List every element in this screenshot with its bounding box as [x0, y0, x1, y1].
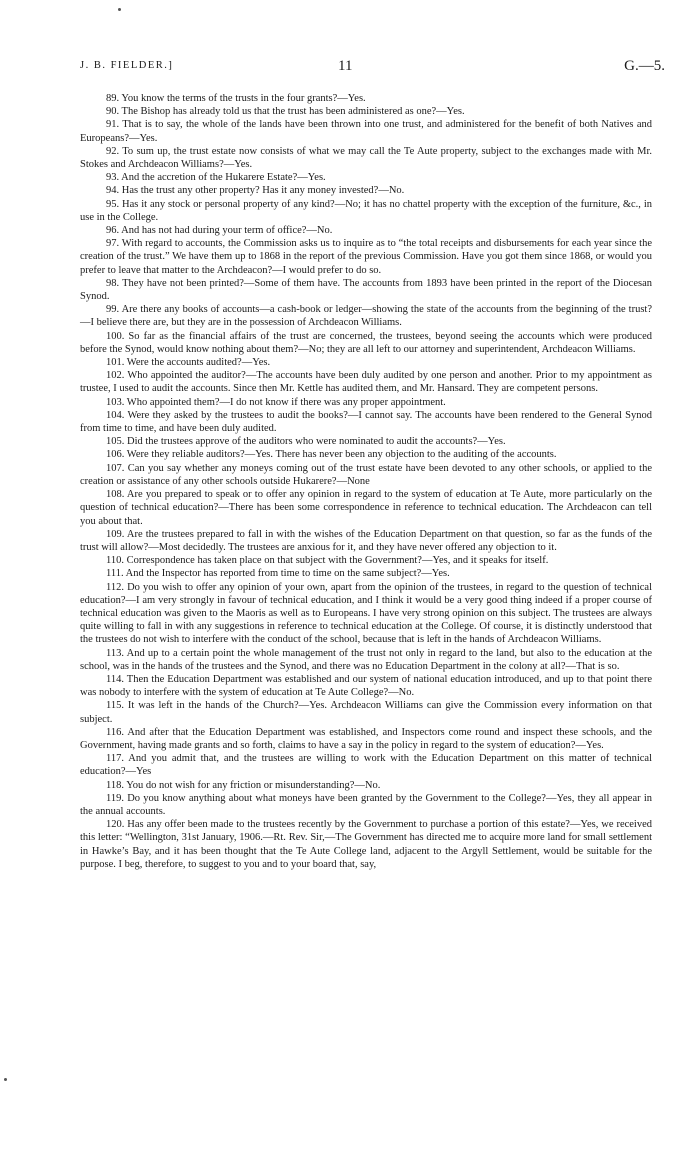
question-paragraph: 97. With regard to accounts, the Commission asks us to inquire as to “the total receipts and disbursements for each year since the creation of the trust.” We have them up to 1868 in the report of the previous Commission. Have you got them since 1868, or would you prefer to leave that matter to the Archdeacon?—I would prefer to do so. [80, 238, 652, 276]
question-paragraph: 105. Did the trustees approve of the auditors who were nominated to audit the accounts?—Yes. [106, 436, 506, 448]
question-paragraph: 102. Who appointed the auditor?—The accounts have been duly audited by one person and another. Prior to my appointment as trustee, I used to audit the accounts. Since then Mr. Kettle has audited them, and Mr. Hansard. They are competent persons. [80, 370, 652, 395]
question-paragraph: 92. To sum up, the trust estate now consists of what we may call the Te Aute property, subject to the exchanges made with Mr. Stokes and Archdeacon Williams?—Yes. [80, 145, 652, 171]
document-reference: G.—5. [624, 58, 665, 74]
scan-speck [118, 8, 121, 11]
question-paragraph: 104. Were they asked by the trustees to audit the books?—I cannot say. The accounts have been rendered to the General Synod from time to time, and have been duly audited. [80, 409, 652, 435]
question-paragraph: 111. And the Inspector has reported from time to time on the same subject?—Yes. [106, 568, 450, 580]
question-paragraph: 96. And has not had during your term of office?—No. [106, 225, 333, 237]
question-paragraph: 103. Who appointed them?—I do not know if there was any proper appointment. [106, 396, 446, 408]
question-paragraph: 118. You do not wish for any friction or misunderstanding?—No. [106, 779, 381, 791]
question-paragraph: 117. And you admit that, and the trustees are willing to work with the Education Department on this matter of technical education?—Yes [80, 753, 652, 778]
question-paragraph: 94. Has the trust any other property? Has it any money invested?—No. [106, 185, 405, 197]
testimony-body [80, 92, 652, 871]
question-paragraph: 91. That is to say, the whole of the lands have been thrown into one trust, and administered for the benefit of both Natives and Europeans?—Yes. [80, 119, 652, 144]
question-paragraph: 114. Then the Education Department was established and our system of national education introduced, and up to that point there was nobody to interfere with the system of education at Te Aute College?—No. [80, 673, 652, 699]
question-paragraph: 106. Were they reliable auditors?—Yes. There has never been any objection to the auditing of the accounts. [106, 449, 557, 461]
question-paragraph: 109. Are the trustees prepared to fall in with the wishes of the Education Department on that question, so far as the funds of the trust will allow?—Most decidedly. The trustees are anxious for it, and they have never offered any objection to it. [80, 528, 652, 553]
question-paragraph: 90. The Bishop has already told us that the trust has been administered as one?—Yes. [106, 106, 465, 118]
question-paragraph: 95. Has it any stock or personal property of any kind?—No; it has no chattel property with the exception of the furniture, &c., in use in the College. [80, 198, 652, 223]
header-witness-name: J. B. FIELDER.] [80, 60, 174, 71]
question-paragraph: 119. Do you know anything about what moneys have been granted by the Government to the College?—Yes, they all appear in the annual accounts. [80, 792, 652, 817]
question-paragraph: 100. So far as the financial affairs of the trust are concerned, the trustees, beyond seeing the accounts which were produced before the Synod, would know nothing about them?—No; they are all left to our attorney and superintendent, Archdeacon Williams. [80, 330, 652, 355]
question-paragraph: 108. Are you prepared to speak or to offer any opinion in regard to the system of education at Te Aute, more particularly on the question of technical education?—There has been some correspondence in reference to technical education. The Archdeacon can tell you about that. [80, 489, 652, 527]
page-header [80, 58, 665, 78]
scan-speck [4, 1078, 7, 1081]
question-paragraph: 110. Correspondence has taken place on that subject with the Government?—Yes, and it speaks for itself. [106, 555, 549, 567]
page-number: 11 [338, 58, 353, 74]
question-paragraph: 101. Were the accounts audited?—Yes. [106, 357, 271, 369]
question-paragraph: 115. It was left in the hands of the Church?—Yes. Archdeacon Williams can give the Commission every information on that subject. [80, 700, 652, 725]
question-paragraph: 113. And up to a certain point the whole management of the trust not only in regard to the land, but also to the education at the school, was in the hands of the trustees and the Synod, and there was no Education Department in the colony at all?—That is so. [80, 647, 652, 672]
question-paragraph: 120. Has any offer been made to the trustees recently by the Government to purchase a portion of this estate?—Yes, we received this letter: “Wellington, 31st January, 1906.—Rt. Rev. Sir,—The Government has directed me to acquire more land for small settlement in Hawke’s Bay, and it has been thought that the Te Aute College land, adjacent to the Argyll Settlement, would be suitable for the purpose. I beg, therefore, to suggest to you and to your board that, say, [80, 819, 652, 870]
question-paragraph: 107. Can you say whether any moneys coming out of the trust estate have been devoted to any other schools, or applied to the creation or assistance of any other schools outside Hukarere?—None [80, 462, 652, 487]
question-paragraph: 89. You know the terms of the trusts in the four grants?—Yes. [106, 93, 366, 104]
question-paragraph: 98. They have not been printed?—Some of them have. The accounts from 1893 have been printed in the report of the Diocesan Synod. [80, 277, 652, 303]
question-paragraph: 112. Do you wish to offer any opinion of your own, apart from the opinion of the trustees, in regard to the question of technical education?—I am very strongly in favour of technical education, and I think it would be a very good thing indeed if a proper course of technical education was given to the Maoris as well as to Europeans. I have very strong opinion on this subject. The trustees are always quite willing to fall in with any suggestions in reference to technical education at the College. Of course, it is distinctly understood that the trustees do not wish to interfere with the conduct of the school, because that is left in the hands of Archdeacon Williams. [80, 581, 652, 646]
question-paragraph: 116. And after that the Education Department was established, and Inspectors come round and inspect these schools, and the Government, having made grants and so forth, claims to have a say in the policy in regard to the system of education?—Yes. [80, 726, 652, 751]
question-paragraph: 93. And the accretion of the Hukarere Estate?—Yes. [106, 172, 326, 184]
question-paragraph: 99. Are there any books of accounts—a cash-book or ledger—showing the state of the accounts from the beginning of the trust?—I believe there are, but they are in the possession of Archdeacon Williams. [80, 304, 652, 329]
